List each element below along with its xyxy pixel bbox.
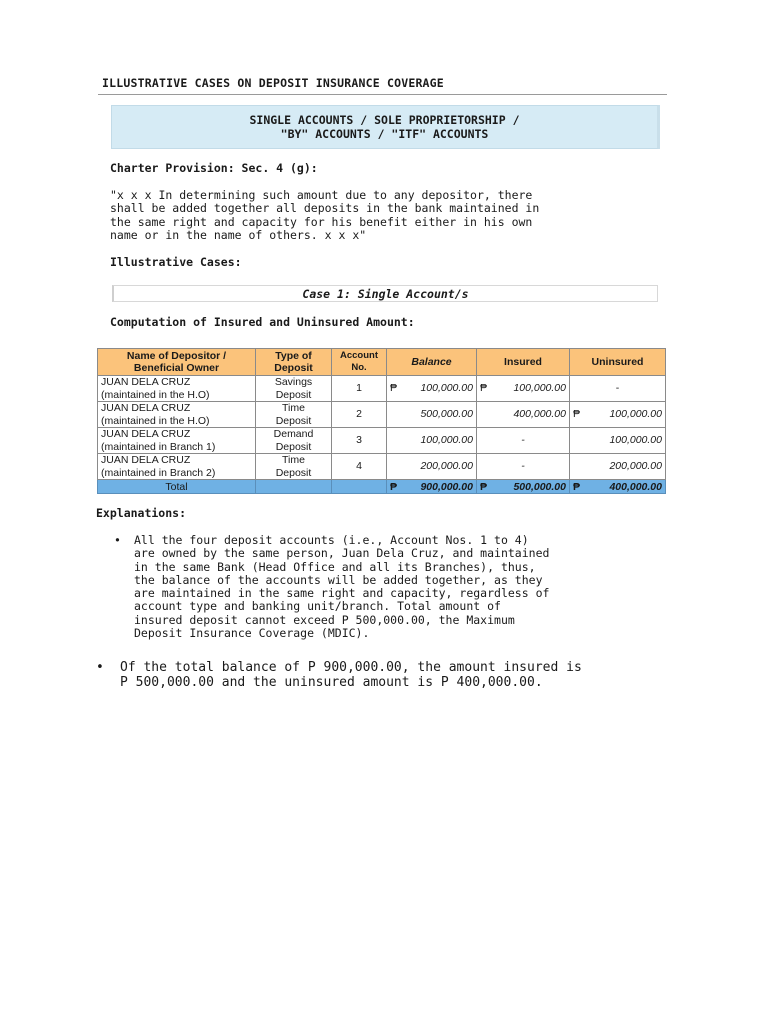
total-uninsured-cell xyxy=(570,480,666,494)
total-uninsured: 400,000.00 xyxy=(609,480,662,493)
table-row xyxy=(98,454,666,480)
depositor-name: JUAN DELA CRUZ xyxy=(101,402,191,414)
deposit-type-cell xyxy=(256,454,332,480)
balance-cell xyxy=(387,376,477,402)
insured-cell xyxy=(477,376,570,402)
deposit-type-cell xyxy=(256,428,332,454)
balance-value: 100,000.00 xyxy=(420,382,473,395)
explanation-item-2 xyxy=(96,660,696,690)
charter-quote: "x x x In determining such amount due to any depositor, there shall be added together all deposits in the bank maintained in the same right and capacity for his benefit either in his own name or in the name of others. x x x" xyxy=(110,188,540,242)
balance-value: 200,000.00 xyxy=(420,460,473,473)
insured-value: - xyxy=(521,460,525,473)
account-number: 2 xyxy=(332,402,387,428)
header-type: Type of Deposit xyxy=(256,349,332,376)
total-balance: 900,000.00 xyxy=(420,480,473,493)
peso-sign: ₱ xyxy=(480,480,488,493)
document-title: ILLUSTRATIVE CASES ON DEPOSIT INSURANCE COVERAGE xyxy=(102,76,444,90)
total-label: Total xyxy=(98,480,256,494)
computation-label: Computation of Insured and Uninsured Amount: xyxy=(110,315,415,329)
table-header-row xyxy=(98,349,666,376)
insured-cell xyxy=(477,428,570,454)
charter-provision-label: Charter Provision: Sec. 4 (g): xyxy=(110,161,318,175)
deposit-type-line2: Deposit xyxy=(275,414,312,427)
balance-cell xyxy=(387,402,477,428)
balance-value: 500,000.00 xyxy=(420,408,473,421)
insured-value: 400,000.00 xyxy=(513,408,566,421)
header-account: Account No. xyxy=(332,349,387,376)
explanation-text-1: All the four deposit accounts (i.e., Account Nos. 1 to 4) are owned by the same person, Juan Dela Cruz, and maintained in the same Bank (Head Office and all its Branches), thus, the balance of the accounts will be added together, as they are maintained in the same right and capacity, regardless of account type and banking unit/branch. Total amount of insured deposit cannot exceed P 500,000.00, the Maximum Deposit Insurance Coverage (MDIC). xyxy=(134,533,550,641)
peso-sign: ₱ xyxy=(390,480,398,493)
uninsured-cell: - xyxy=(570,376,666,402)
depositor-cell xyxy=(98,428,256,454)
bullet-icon: • xyxy=(114,533,121,547)
total-empty-cell xyxy=(332,480,387,494)
insured-cell xyxy=(477,402,570,428)
depositor-name: JUAN DELA CRUZ xyxy=(101,376,191,388)
account-number: 4 xyxy=(332,454,387,480)
peso-sign: ₱ xyxy=(480,382,488,395)
depositor-name: JUAN DELA CRUZ xyxy=(101,454,191,466)
illustrative-cases-label: Illustrative Cases: xyxy=(110,255,242,269)
deposit-type-line1: Demand xyxy=(273,428,314,440)
uninsured-value: 100,000.00 xyxy=(609,408,662,421)
header-insured: Insured xyxy=(477,349,570,376)
explanations-label: Explanations: xyxy=(96,506,187,520)
explanation-item-1 xyxy=(114,534,674,640)
peso-sign: ₱ xyxy=(573,480,581,493)
banner-line-1: SINGLE ACCOUNTS / SOLE PROPRIETORSHIP / xyxy=(249,113,520,127)
account-number: 1 xyxy=(332,376,387,402)
deposit-type-cell xyxy=(256,376,332,402)
depositor-location: (maintained in Branch 2) xyxy=(101,466,216,479)
depositor-cell xyxy=(98,402,256,428)
total-insured: 500,000.00 xyxy=(513,480,566,493)
deposit-type-line1: Savings xyxy=(274,376,313,388)
header-balance: Balance xyxy=(387,349,477,376)
balance-cell xyxy=(387,428,477,454)
explanation-text-2: Of the total balance of P 900,000.00, the amount insured is P 500,000.00 and the uninsured amount is P 400,000.00. xyxy=(120,660,582,690)
balance-value: 100,000.00 xyxy=(420,434,473,447)
uninsured-value: 100,000.00 xyxy=(609,434,662,447)
balance-cell xyxy=(387,454,477,480)
deposit-type-line2: Deposit xyxy=(275,466,312,479)
peso-sign: ₱ xyxy=(573,408,581,421)
deposit-type-line1: Time xyxy=(282,402,305,414)
case-title: Case 1: Single Account/s xyxy=(302,286,469,301)
insured-cell xyxy=(477,454,570,480)
insured-value: 100,000.00 xyxy=(513,382,566,395)
table-row xyxy=(98,402,666,428)
insured-value: - xyxy=(521,434,525,447)
uninsured-cell xyxy=(570,402,666,428)
account-number: 3 xyxy=(332,428,387,454)
deposit-type-line1: Time xyxy=(282,454,305,466)
header-uninsured: Uninsured xyxy=(570,349,666,376)
total-balance-cell xyxy=(387,480,477,494)
uninsured-cell xyxy=(570,454,666,480)
table-row xyxy=(98,376,666,402)
title-divider xyxy=(98,94,667,95)
section-banner xyxy=(111,105,660,149)
banner-line-2: "BY" ACCOUNTS / "ITF" ACCOUNTS xyxy=(280,127,489,141)
deposit-type-cell xyxy=(256,402,332,428)
total-insured-cell xyxy=(477,480,570,494)
total-row xyxy=(98,480,666,494)
total-empty-cell xyxy=(256,480,332,494)
peso-sign: ₱ xyxy=(390,382,398,395)
header-name: Name of Depositor / Beneficial Owner xyxy=(98,349,256,376)
uninsured-cell xyxy=(570,428,666,454)
deposit-table xyxy=(97,348,666,494)
depositor-cell xyxy=(98,454,256,480)
depositor-location: (maintained in Branch 1) xyxy=(101,440,216,453)
depositor-location: (maintained in the H.O) xyxy=(101,414,210,427)
deposit-type-line2: Deposit xyxy=(275,388,312,401)
deposit-type-line2: Deposit xyxy=(275,440,312,453)
uninsured-value: 200,000.00 xyxy=(609,460,662,473)
depositor-cell xyxy=(98,376,256,402)
bullet-icon: • xyxy=(96,660,104,675)
depositor-name: JUAN DELA CRUZ xyxy=(101,428,191,440)
depositor-location: (maintained in the H.O) xyxy=(101,388,210,401)
table-row xyxy=(98,428,666,454)
case-title-box xyxy=(112,285,658,302)
